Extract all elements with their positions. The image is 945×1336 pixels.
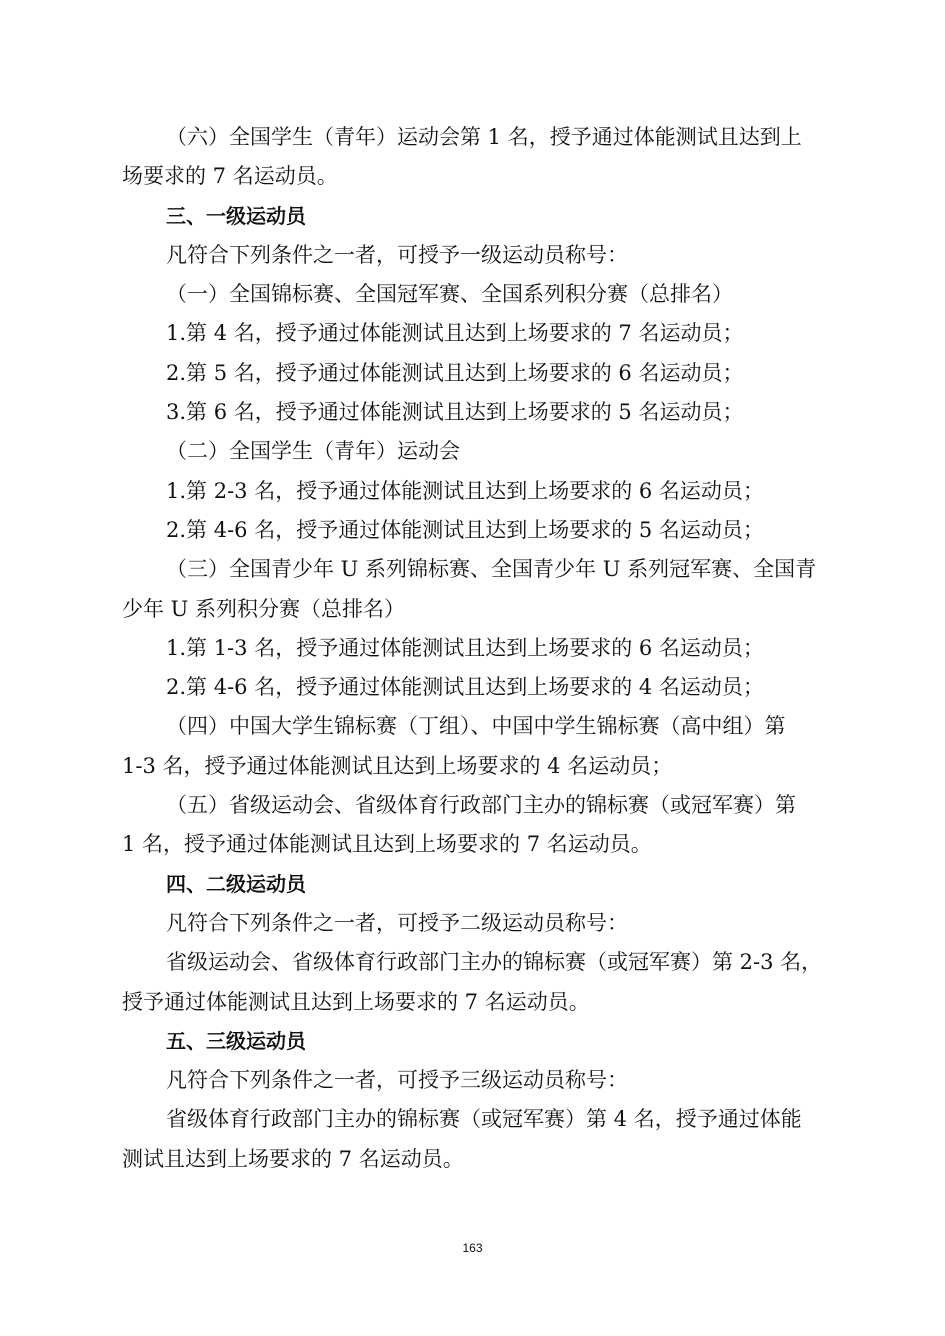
subclause-five-line-2: 1 名，授予通过体能测试且达到上场要求的 7 名运动员。 bbox=[122, 832, 652, 857]
second-level-rule-line-2: 授予通过体能测试且达到上场要求的 7 名运动员。 bbox=[122, 989, 590, 1014]
page-number: 163 bbox=[462, 1241, 483, 1255]
third-level-rule-line-2: 测试且达到上场要求的 7 名运动员。 bbox=[122, 1146, 464, 1171]
subclause-three-item-2: 2.第 4-6 名，授予通过体能测试且达到上场要求的 4 名运动员； bbox=[166, 675, 764, 700]
subclause-four-line-1: （四）中国大学生锦标赛（丁组）、中国中学生锦标赛（高中组）第 bbox=[166, 714, 786, 739]
document-body bbox=[122, 118, 827, 1179]
section-intro-third-level: 凡符合下列条件之一者，可授予三级运动员称号： bbox=[166, 1068, 628, 1093]
clause-six-line-2: 场要求的 7 名运动员。 bbox=[122, 164, 338, 189]
subclause-four-line-2: 1-3 名，授予通过体能测试且达到上场要求的 4 名运动员； bbox=[122, 753, 673, 778]
subclause-three-title-line-2: 少年 U 系列积分赛（总排名） bbox=[122, 596, 406, 621]
subclause-one-item-1: 1.第 4 名，授予通过体能测试且达到上场要求的 7 名运动员； bbox=[166, 321, 744, 346]
subclause-two-item-1: 1.第 2-3 名，授予通过体能测试且达到上场要求的 6 名运动员； bbox=[166, 478, 764, 503]
subclause-two-title: （二）全国学生（青年）运动会 bbox=[166, 439, 460, 464]
second-level-rule-line-1: 省级运动会、省级体育行政部门主办的锦标赛（或冠军赛）第 2-3 名， bbox=[166, 950, 823, 975]
subclause-three-item-1: 1.第 1-3 名，授予通过体能测试且达到上场要求的 6 名运动员； bbox=[166, 635, 764, 660]
subclause-one-title: （一）全国锦标赛、全国冠军赛、全国系列积分赛（总排名） bbox=[166, 282, 733, 307]
subclause-one-item-3: 3.第 6 名，授予通过体能测试且达到上场要求的 5 名运动员； bbox=[166, 400, 744, 425]
section-heading-second-level: 四、二级运动员 bbox=[166, 871, 306, 896]
clause-six-line-1: （六）全国学生（青年）运动会第 1 名，授予通过体能测试且达到上 bbox=[166, 125, 802, 149]
section-heading-third-level: 五、三级运动员 bbox=[166, 1028, 306, 1053]
subclause-five-line-1: （五）省级运动会、省级体育行政部门主办的锦标赛（或冠军赛）第 bbox=[166, 793, 796, 818]
third-level-rule-line-1: 省级体育行政部门主办的锦标赛（或冠军赛）第 4 名，授予通过体能 bbox=[166, 1107, 802, 1132]
subclause-two-item-2: 2.第 4-6 名，授予通过体能测试且达到上场要求的 5 名运动员； bbox=[166, 517, 764, 542]
subclause-one-item-2: 2.第 5 名，授予通过体能测试且达到上场要求的 6 名运动员； bbox=[166, 360, 744, 385]
section-heading-first-level: 三、一级运动员 bbox=[166, 203, 306, 228]
subclause-three-title-line-1: （三）全国青少年 U 系列锦标赛、全国青少年 U 系列冠军赛、全国青 bbox=[166, 557, 817, 582]
section-intro-first-level: 凡符合下列条件之一者，可授予一级运动员称号： bbox=[166, 242, 628, 267]
section-intro-second-level: 凡符合下列条件之一者，可授予二级运动员称号： bbox=[166, 910, 628, 935]
